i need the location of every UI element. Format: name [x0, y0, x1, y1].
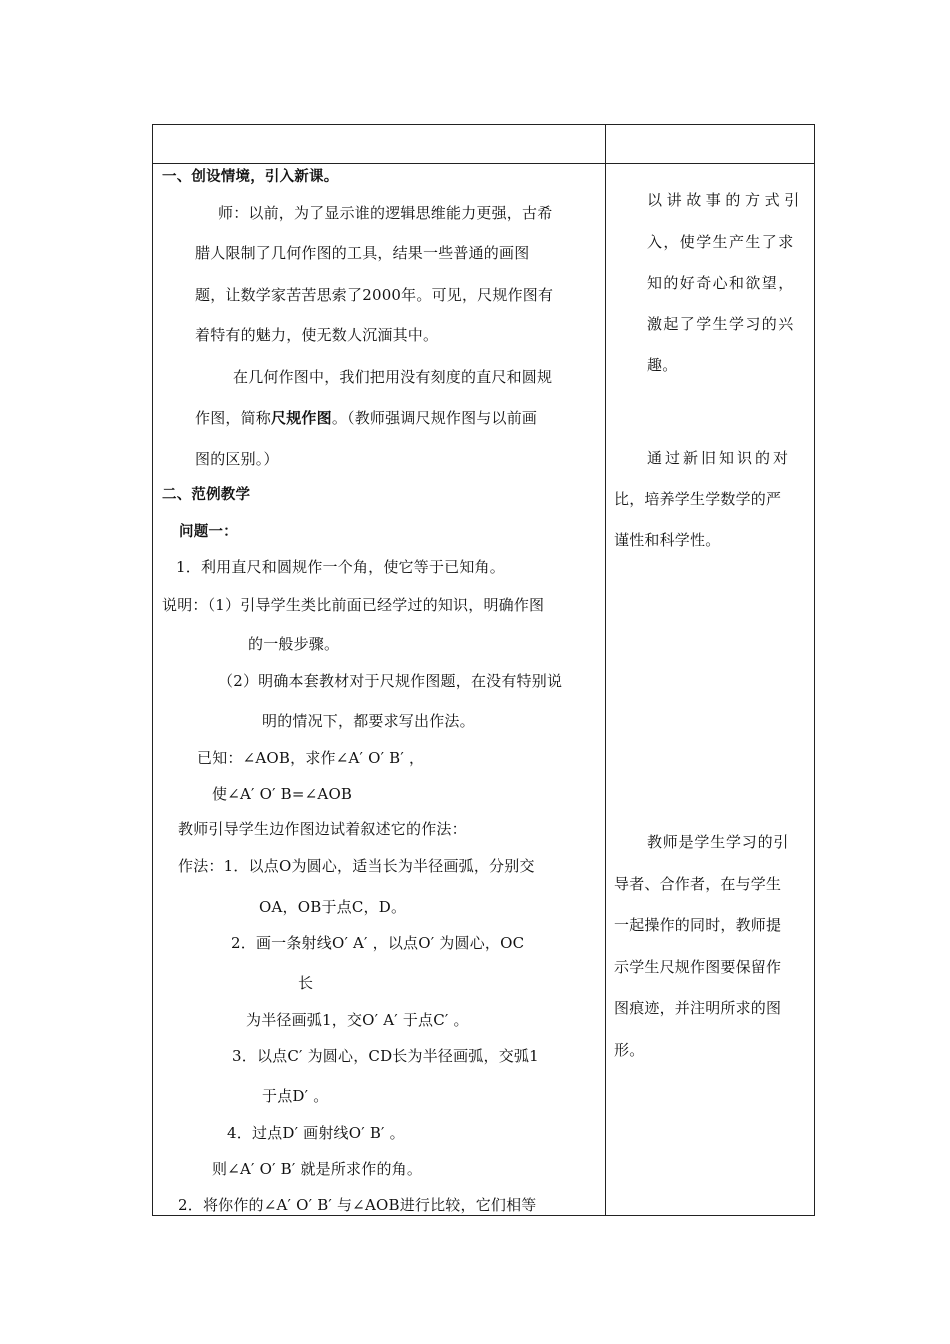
- comment-line: 以讲故事的方式引: [647, 191, 804, 209]
- given-line: 使∠A′ O′ B=∠AOB: [212, 785, 353, 803]
- paragraph-line: 作图，简称尺规作图。（教师强调尺规作图与以前画: [195, 409, 538, 427]
- given-line: 已知：∠AOB，求作∠A′ O′ B′ ，: [197, 749, 425, 767]
- comment-line: 谨性和科学性。: [614, 531, 721, 549]
- note-line: 明的情况下，都要求写出作法。: [262, 712, 475, 730]
- step-line: OA，OB于点C，D。: [259, 898, 407, 916]
- guide-line: 教师引导学生边作图边试着叙述它的作法：: [178, 820, 467, 838]
- note-line: 的一般步骤。: [248, 635, 340, 653]
- step-line: 长: [298, 974, 314, 992]
- comment-line: 一起操作的同时，教师提: [614, 916, 782, 934]
- question-1-heading: 问题一：: [179, 524, 238, 540]
- comment-line: 导者、合作者，在与学生: [614, 875, 782, 893]
- paragraph-line: 在几何作图中，我们把用没有刻度的直尺和圆规: [233, 368, 553, 386]
- paragraph-line: 题，让数学家苦苦思索了2000年。可见，尺规作图有: [195, 286, 554, 304]
- paragraph-line: 着特有的魅力，使无数人沉湎其中。: [195, 326, 439, 344]
- comment-line: 比，培养学生学数学的严: [614, 490, 782, 508]
- comment-line: 示学生尺规作图要保留作: [614, 958, 782, 976]
- step-line: 4．过点D′ 画射线O′ B′ 。: [227, 1124, 405, 1142]
- paragraph-line: 腊人限制了几何作图的工具，结果一些普通的画图: [195, 244, 530, 262]
- header-row-divider: [153, 163, 814, 164]
- note-line: 说明：（1）引导学生类比前面已经学过的知识，明确作图: [162, 596, 545, 614]
- step-line: 为半径画弧1，交O′ A′ 于点C′ 。: [246, 1011, 469, 1029]
- step-line: 2．画一条射线O′ A′ ，以点O′ 为圆心，OC: [231, 934, 525, 952]
- comment-line: 知的好奇心和欲望，: [647, 274, 795, 292]
- comment-line: 激起了学生学习的兴: [647, 315, 795, 333]
- comment-line: 趣。: [647, 356, 678, 374]
- step-line: 于点D′ 。: [262, 1087, 329, 1105]
- comment-line: 教师是学生学习的引: [647, 833, 790, 851]
- note-line: （2）明确本套教材对于尺规作图题，在没有特别说: [218, 672, 563, 690]
- column-divider: [605, 125, 606, 1215]
- comment-line: 图痕迹，并注明所求的图: [614, 999, 782, 1017]
- step-line: 作法：1．以点O为圆心，适当长为半径画弧，分别交: [178, 857, 535, 875]
- result-line: 则∠A′ O′ B′ 就是所求作的角。: [212, 1160, 423, 1178]
- section-1-heading: 一、创设情境，引入新课。: [162, 169, 339, 185]
- paragraph-line: 图的区别。）: [195, 450, 279, 468]
- item-2: 2．将你作的∠A′ O′ B′ 与∠AOB进行比较，它们相等: [178, 1196, 537, 1214]
- term-bold: 尺规作图: [271, 409, 332, 427]
- item-1: 1．利用直尺和圆规作一个角，使它等于已知角。: [176, 558, 505, 576]
- comment-line: 入，使学生产生了求: [647, 233, 795, 251]
- comment-line: 通过新旧知识的对: [647, 449, 792, 467]
- step-line: 3．以点C′ 为圆心，CD长为半径画弧，交弧1: [232, 1047, 539, 1065]
- comment-line: 形。: [614, 1041, 645, 1059]
- paragraph-line: 师：以前，为了显示谁的逻辑思维能力更强，古希: [218, 204, 553, 222]
- section-2-heading: 二、范例教学: [162, 487, 251, 503]
